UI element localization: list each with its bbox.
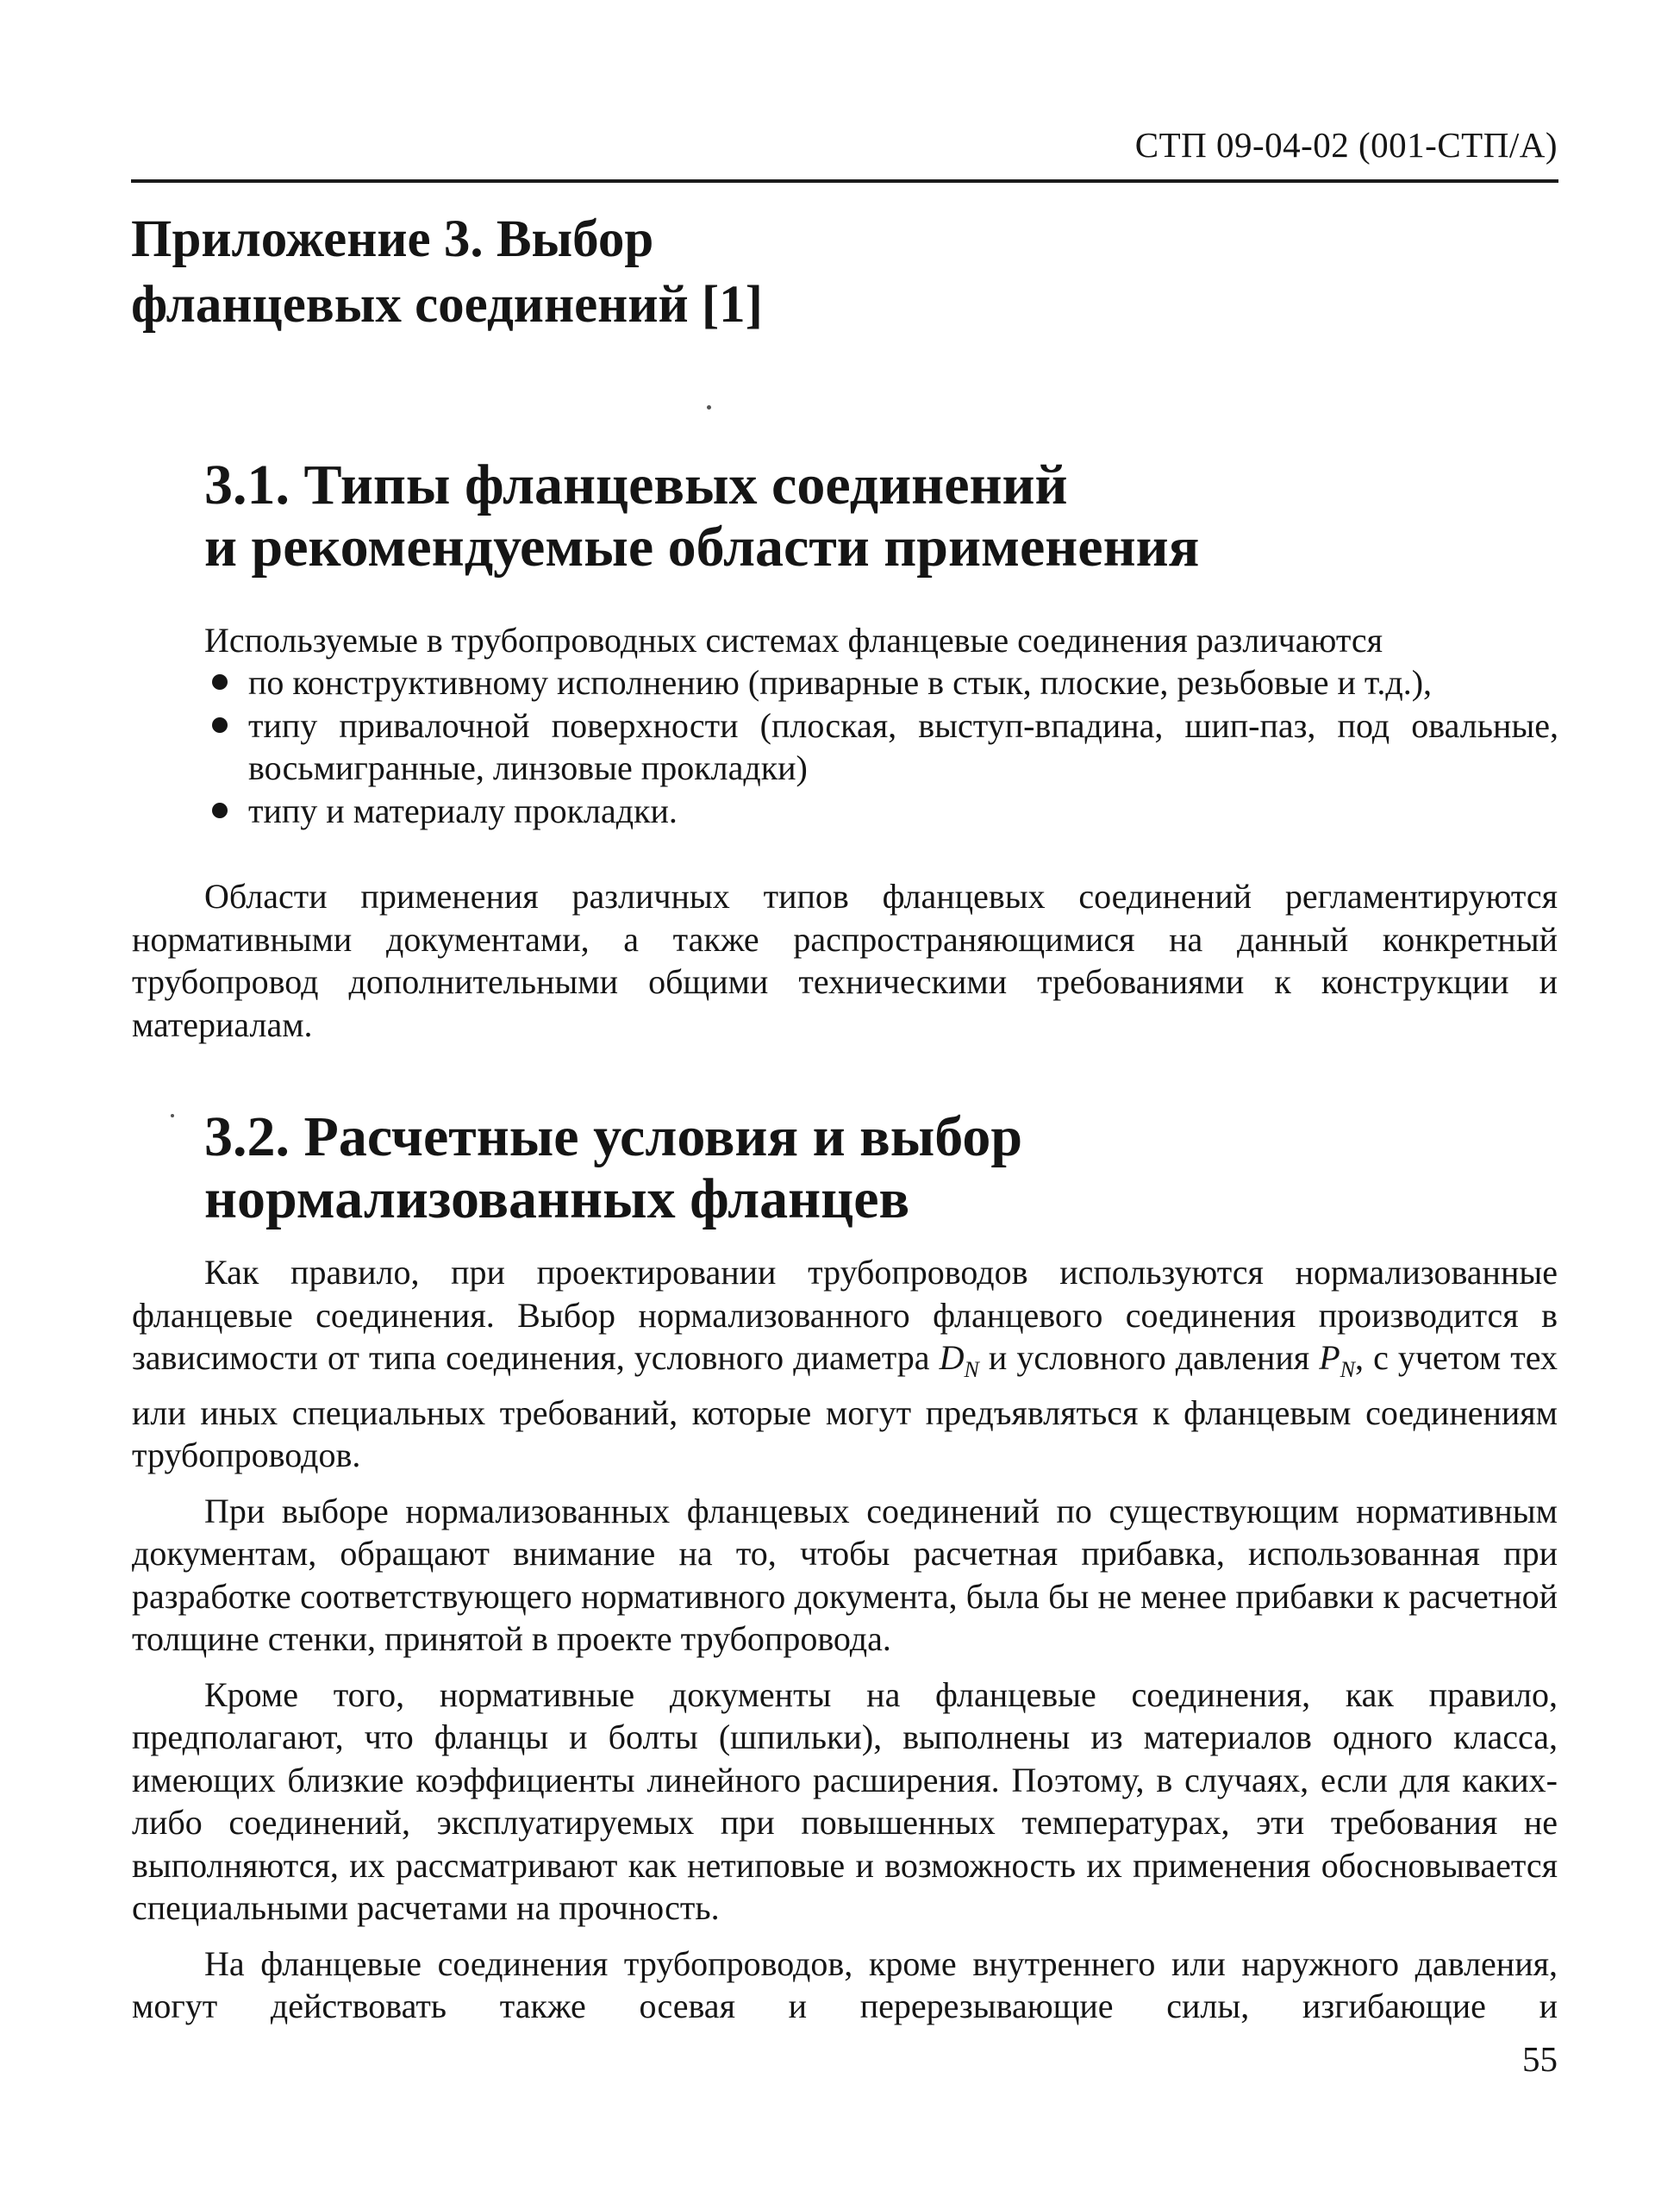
appendix-title (131, 207, 1165, 338)
section-3-2-paragraph-1 (132, 1251, 1558, 1477)
section-3-1-title (204, 454, 1497, 579)
list-item (212, 704, 1558, 790)
section-3-2-title-line2: нормализованных фланцев (204, 1167, 910, 1230)
section-3-2-paragraph-3: Кроме того, нормативные документы на фланцевые соединения, как правило, предполагают, что фланцы и болты (шпильки), выполнены из материалов одного класса, имеющих близкие коэффициенты линейного расширения. Поэтому, в случаях, если для каких-либо соединений, эксплуатируемых при повышенных температурах, эти требования не выполняются, их рассматривают как нетиповые и возможность их применения обосновывается специальными расчетами на прочность. (132, 1674, 1558, 1927)
dn-symbol: D (939, 1338, 965, 1377)
bullet-icon (212, 803, 228, 818)
list-item-text: типу и материалу прокладки. (248, 791, 678, 830)
document-code-header: СТП 09-04-02 (001-СТП/А) (1134, 125, 1558, 165)
dn-subscript: N (964, 1357, 979, 1382)
appendix-title-line2: фланцевых соединений [1] (131, 276, 763, 334)
paragraph-text: , с учетом тех или иных специальных требований, которые могут предъявляться к фланцевым соединениям трубопроводов. (132, 1338, 1558, 1474)
scan-speck (707, 405, 711, 410)
section-3-2-paragraph-2: При выборе нормализованных фланцевых соединений по существующим нормативным документам, обращают внимание на то, чтобы расчетная прибавка, использованная при разработке соответствующего нормативного документа, была бы не менее прибавки к расчетной толщине стенки, принятой в проекте трубопровода. (132, 1491, 1558, 1658)
scan-speck (171, 1114, 174, 1117)
section-3-2-title (204, 1106, 1497, 1230)
section-3-1-intro: Используемые в трубопроводных системах фланцевые соединения различаются (204, 621, 1383, 660)
list-item (212, 790, 1558, 833)
section-3-2-paragraph-4: На фланцевые соединения трубопроводов, кроме внутреннего или наружного давления, могут действовать также осевая и перерезывающие силы, изгибающие и (132, 1943, 1558, 2025)
section-3-1-bullet-list (212, 661, 1558, 832)
bullet-icon (212, 674, 228, 690)
appendix-title-line1: Приложение 3. Выбор (131, 210, 654, 268)
page-number: 55 (1522, 2039, 1558, 2079)
pn-symbol: P (1319, 1338, 1340, 1377)
section-3-1-title-line1: 3.1. Типы фланцевых соединений (204, 454, 1068, 516)
header-rule (131, 179, 1558, 183)
list-item-text: типу привалочной поверхности (плоская, выступ-впадина, шип-паз, под овальные, восьмигранные, линзовые прокладки) (248, 705, 1558, 787)
list-item-text: по конструктивному исполнению (приварные в стык, плоские, резьбовые и т.д.), (248, 663, 1433, 702)
pn-subscript: N (1340, 1357, 1356, 1382)
section-3-1-paragraph: Области применения различных типов фланцевых соединений регламентируются нормативными документами, а также распространяющимися на данный конкретный трубопровод дополнительными общими техническими требованиями к конструкции и материалам. (132, 877, 1558, 1044)
paragraph-text: и условного давления (978, 1338, 1320, 1377)
section-3-2-body (132, 1251, 1558, 2028)
list-item (212, 661, 1558, 704)
section-3-1-body (132, 875, 1558, 1046)
section-3-1-title-line2: и рекомендуемые области применения (204, 516, 1200, 579)
paragraph-text: Как правило, при проектировании трубопроводов используются нормализованные фланцевые соединения. Выбор нормализованного фланцевого соединения производится в зависимости от типа соединения, условного диаметра (132, 1253, 1558, 1377)
bullet-icon (212, 717, 228, 733)
section-3-2-title-line1: 3.2. Расчетные условия и выбор (204, 1105, 1023, 1168)
